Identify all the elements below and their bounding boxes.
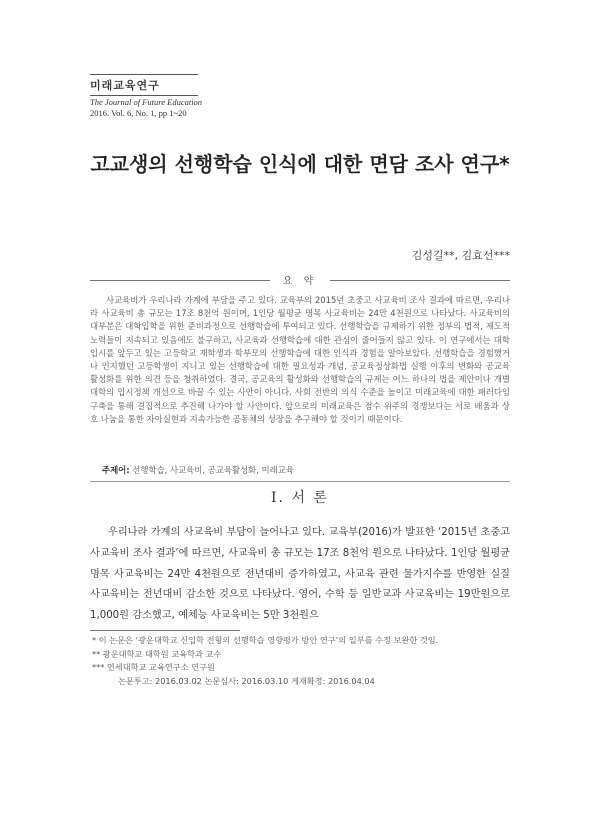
- journal-volume-line: 2016. Vol. 6, No. 1, pp 1~20: [90, 108, 187, 118]
- footnote-divider: [90, 630, 240, 631]
- footnote-2: ** 광운대학교 대학원 교육학과 교수: [92, 648, 222, 659]
- journal-english-name: The Journal of Future Education: [90, 97, 203, 107]
- abstract-body: [90, 294, 510, 426]
- abstract-heading-label: 요 약: [282, 276, 318, 287]
- abstract-heading: [90, 272, 510, 288]
- journal-rule-top: [90, 74, 198, 75]
- submission-dates: 논문투고: 2016.03.02 논문심사: 2016.03.10 게재확정: 2016.04.04: [118, 675, 375, 686]
- section-body: [90, 523, 510, 627]
- footnotes: [92, 634, 512, 688]
- journal-rule-bottom: [90, 95, 198, 96]
- journal-header: [90, 74, 202, 118]
- paper-title: 고교생의 선행학습 인식에 대한 면담 조사 연구*: [90, 152, 510, 176]
- paper-authors: 김성길**, 김효선***: [411, 249, 510, 262]
- keywords-text: 선행학습, 사교육비, 공교육활성화, 미래교육: [132, 465, 294, 475]
- keywords-divider: [90, 481, 510, 482]
- section-paragraph: 우리나라 가계의 사교육비 부담이 늘어나고 있다. 교육부(2016)가 발표한 ‘2015년 초중고 사교육비 조사 결과’에 따르면, 사교육비 총 규모는 17조 8천억 원으로 나타났다. 1인당 월평균 명목 사교육비는 24만 4천원으로 전년대비 증가하였고, 사교육 관련 물가지수를 반영한 실질 사교육비는 전년대비 감소한 것으로 나타났다. 영어, 수학 등 일반교과 사교육비는 19만원으로 1,000원 감소했고, 예체능 사교육비는 5만 3천원으: [90, 527, 510, 622]
- footnote-1: * 이 논문은 ‘광운대학교 신입학 전형의 선행학습 영향평가 방안 연구’의 일부를 수정 보완한 것임.: [92, 635, 439, 645]
- footnote-3: *** 연세대학교 교육연구소 연구원: [92, 662, 215, 672]
- journal-korean-name: 미래교육연구: [90, 79, 160, 92]
- keywords: [102, 464, 512, 476]
- abstract-divider-right: [330, 280, 510, 281]
- keywords-label: 주제어:: [102, 465, 130, 475]
- section-title: I. 서 론: [271, 490, 329, 506]
- abstract-text: 사교육비가 우리나라 가계에 부담을 주고 있다. 교육부의 2015년 초중고 사교육비 조사 결과에 따르면, 우리나라 사교육비 총 규모는 17조 8천억 원이며, 1인당 월평균 명목 사교육비는 24만 4천원으로 나타났다. 사교육비의 대부분은 대학입학을 위한 준비과정으로 선행학습에 투여되고 있다. 선행학습을 규제하기 위한 정부의 법적, 제도적 노력들이 지속되고 있음에도 불구하고, 사교육과 선행학습에 대한 관심이 줄어들지 않고 있다. 이 연구에서는 대학입시를 앞두고 있는 고등학교 재학생과 학부모의 선행학습에 대한 인식과 경험을 알아보았다. 선행학습을 경험했거나 인지했던 고등학생이 지니고 있는 선행학습에 대한 필요성과 개념, 공교육정상화법 실행 이후의 변화와 공교육 활성화를 위한 의견 등을 청취하였다. 결국, 공교육의 활성화와 선행학습의 규제는 어느 하나의 법을 제안이나 개별 대학의 입시정책 개선으로 바꿀 수 있는 사안이 아니다. 사회 전반의 의식 수준을 높이고 미래교육에 대한 패러다임 구축을 통해 결집적으로 추진해 나가야 할 사안이다. 앞으로의 미래교육은 점수 위주의 경쟁보다는 서로 배움과 상호 나눔을 통한 자아실현과 지속가능한 공동체의 성장을 추구해야 할 것이기 때문이다.: [90, 295, 510, 424]
